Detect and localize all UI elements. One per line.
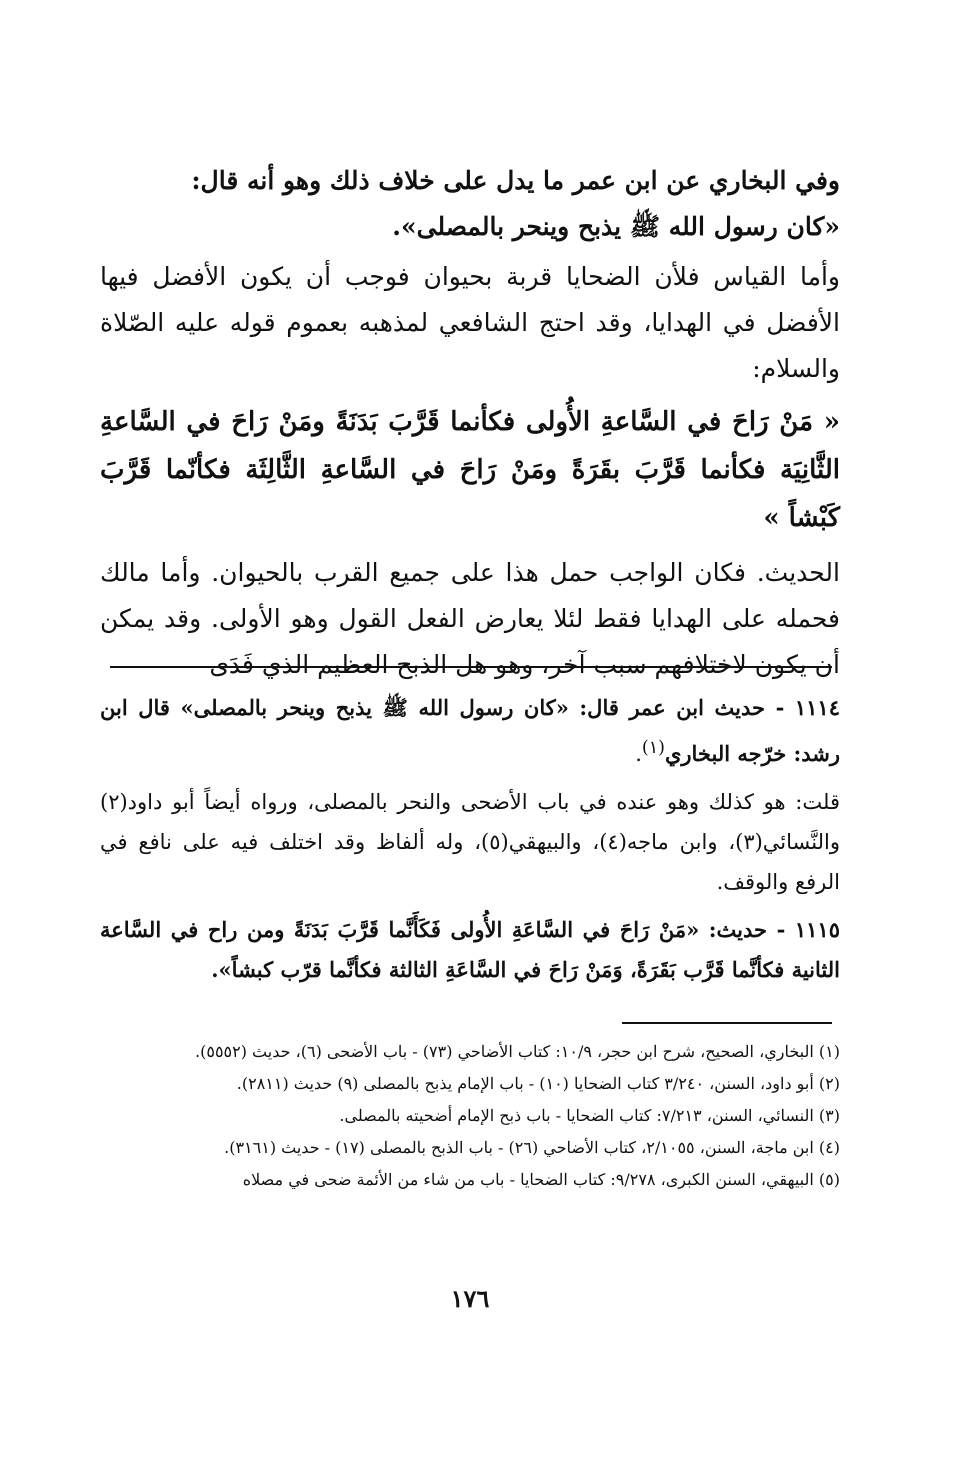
note-1114-ref: (١): [641, 738, 665, 758]
footnote-5: (٥) البيهقي، السنن الكبرى، ٩/٢٧٨: كتاب الضحايا - باب من شاء من الأئمة ضحى في مصلاه: [242, 1170, 840, 1189]
page-number: ١٧٦: [450, 1284, 490, 1313]
main-text: [100, 158, 840, 692]
note-1114-heading-text: ١١١٤ - حديث ابن عمر قال: «كان رسول الله ﷺ يذبح وينحر بالمصلى» قال ابن رشد: خرّجه البخاري: [100, 695, 840, 766]
note-1114-heading: ١١١٤ - حديث ابن عمر قال: «كان رسول الله ﷺ يذبح وينحر بالمصلى» قال ابن رشد: خرّجه البخاري$^{(١)}$.: [100, 695, 840, 766]
main-divider: [110, 666, 832, 668]
paragraph-1-quote: «كان رسول الله ﷺ يذبح وينحر بالمصلى».: [392, 212, 840, 241]
takhrij-notes: [100, 688, 840, 998]
paragraph-1-text: وفي البخاري عن ابن عمر ما يدل على خلاف ذلك وهو أنه قال:: [191, 166, 840, 195]
paragraph-2: وأما القياس فلأن الضحايا قربة بحيوان فوجب أن يكون الأفضل فيها الأفضل في الهدايا، وقد احتج الشافعي لمذهبه بعموم قوله عليه الصّلاة والسلام:: [100, 262, 840, 383]
footnote-2: (٢) أبو داود، السنن، ٣/٢٤٠ كتاب الضحايا (١٠) - باب الإمام يذبح بالمصلى (٩) حديث (٢٨١١).: [236, 1074, 840, 1093]
paragraph-3: الحديث. فكان الواجب حمل هذا على جميع القرب بالحيوان. وأما مالك فحمله على الهدايا فقط لئلا يعارض الفعل القول وهو الأولى. وقد يمكن أن يكون لاختلافهم سبب آخر، وهو هل الذبح العظيم الذي فَدَى: [100, 558, 840, 679]
paragraph-1: [100, 158, 840, 250]
footnotes: [100, 1036, 840, 1196]
hadith-quote: « مَنْ رَاحَ في السَّاعةِ الأُولى فكأنما قَرَّبَ بَدَنَةً ومَنْ رَاحَ في السَّاعةِ الثَّانِيَة فكأنما قَرَّبَ بقَرَةً ومَنْ رَاحَ في السَّاعةِ الثَّالِثَة فكأنّما قَرَّبَ كَبْشاً »: [100, 407, 840, 533]
footnote-4: (٤) ابن ماجة، السنن، ٢/١٠٥٥، كتاب الأضاحي (٢٦) - باب الذبح بالمصلى (١٧) - حديث (٣١٦١).: [224, 1138, 840, 1157]
footnote-3: (٣) النسائي، السنن، ٧/٢١٣: كتاب الضحايا - باب ذبح الإمام أضحيته بالمصلى.: [339, 1106, 840, 1125]
footnote-divider: [622, 1022, 832, 1024]
note-1115: ١١١٥ - حديث: «مَنْ رَاحَ في السَّاعَةِ الأُولى فَكَأَنَّما قَرَّبَ بَدَنَةً ومن راح في السَّاعة الثانية فكأنَّما قَرَّب بَقَرَةً، وَمَنْ رَاحَ في السَّاعَةِ الثالثة فكأنَّما قرّب كبشاً».: [100, 917, 840, 982]
note-1114-body: قلت: هو كذلك وهو عنده في باب الأضحى والنحر بالمصلى، ورواه أيضاً أبو داود(٢) والنَّسائي(٣)، وابن ماجه(٤)، والبيهقي(٥)، وله ألفاظ وقد اختلف فيه على نافع في الرفع والوقف.: [100, 790, 840, 894]
footnote-1: (١) البخاري، الصحيح، شرح ابن حجر، ١٠/٩: كتاب الأضاحي (٧٣) - باب الأضحى (٦)، حديث (٥٥٥٢).: [195, 1042, 840, 1061]
